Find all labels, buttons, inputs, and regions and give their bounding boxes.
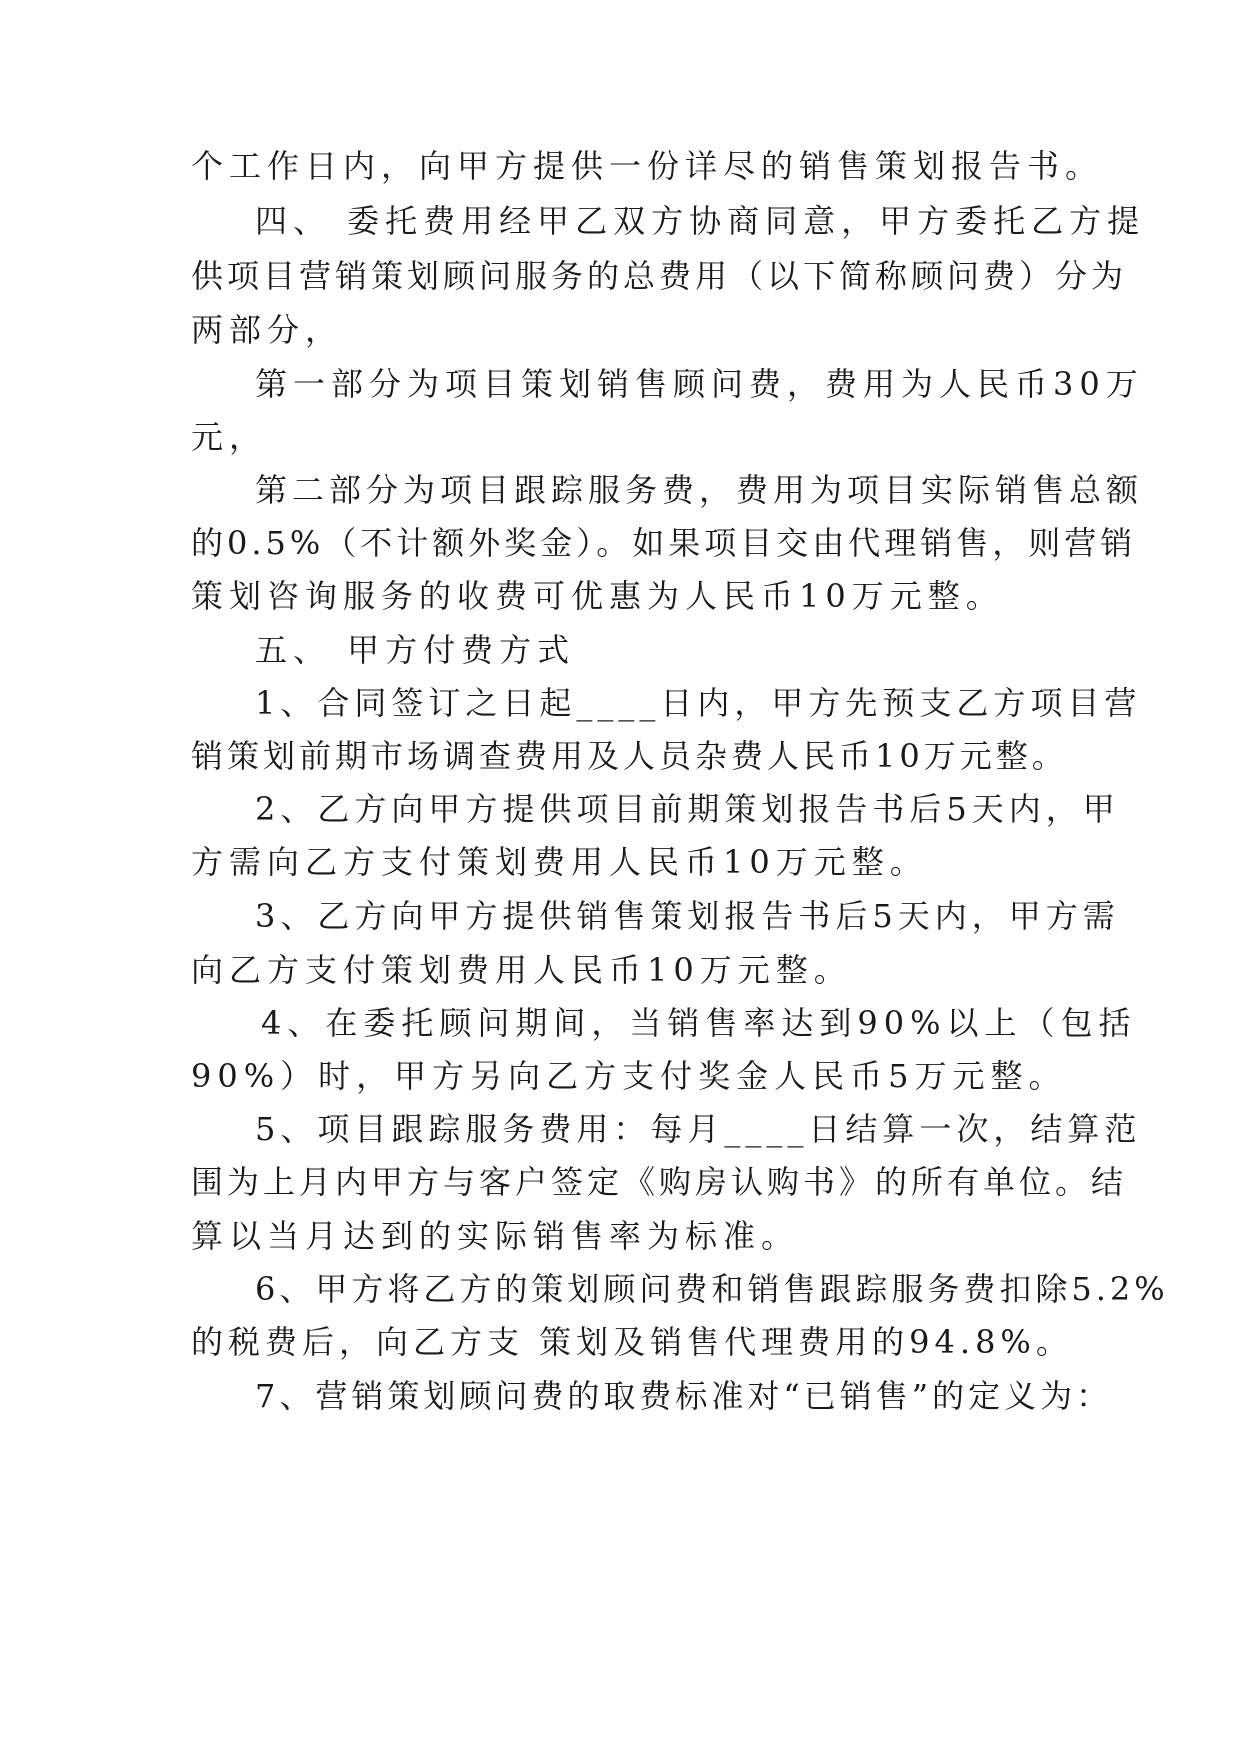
text-line: 2、乙方向甲方提供项目前期策划报告书后5天内，甲 — [255, 790, 1120, 828]
section-heading-four: 四、 委托费用经甲乙双方协商同意，甲方委托乙方提 — [255, 202, 1146, 240]
text-line: 策划咨询服务的收费可优惠为人民币10万元整。 — [191, 577, 1004, 615]
text-line: 围为上月内甲方与客户签定《购房认购书》的所有单位。结 — [191, 1163, 1128, 1201]
text-line: 4、在委托顾问期间，当销售率达到90%以上（包括 — [261, 1004, 1137, 1042]
text-line: 第一部分为项目策划销售顾问费，费用为人民币30万 — [255, 365, 1144, 403]
document-body — [191, 0, 1169, 1754]
text-line: 向乙方支付策划费用人民币10万元整。 — [191, 951, 852, 989]
text-line: 的0.5%（不计额外奖金）。如果项目交由代理销售，则营销 — [191, 524, 1137, 562]
text-line: 元， — [191, 418, 268, 456]
text-line: 1、合同签订之日起____日内，甲方先预支乙方项目营 — [255, 684, 1142, 722]
text-line: 算以当月达到的实际销售率为标准。 — [191, 1217, 800, 1255]
text-line: 方需向乙方支付策划费用人民币10万元整。 — [191, 843, 928, 881]
text-line: 5、项目跟踪服务费用：每月____日结算一次，结算范 — [255, 1110, 1142, 1148]
section-heading-five: 五、 甲方付费方式 — [255, 631, 576, 669]
text-line: 销策划前期市场调查费用及人员杂费人民币10万元整。 — [191, 737, 1068, 775]
text-line: 第二部分为项目跟踪服务费，费用为项目实际销售总额 — [255, 471, 1144, 509]
text-line: 6、甲方将乙方的策划顾问费和销售跟踪服务费扣除5.2% — [255, 1270, 1169, 1308]
text-line: 供项目营销策划顾问服务的总费用（以下简称顾问费）分为 — [191, 257, 1128, 295]
text-line: 7、营销策划顾问费的取费标准对“已销售”的定义为： — [255, 1377, 1113, 1415]
text-line: 90%）时，甲方另向乙方支付奖金人民币5万元整。 — [191, 1057, 1067, 1095]
text-line: 两部分， — [191, 311, 344, 349]
text-line: 个工作日内，向甲方提供一份详尽的销售策划报告书。 — [191, 147, 1104, 185]
text-line: 的税费后，向乙方支 策划及销售代理费用的94.8%。 — [191, 1323, 1073, 1361]
text-line: 3、乙方向甲方提供销售策划报告书后5天内，甲方需 — [255, 897, 1120, 935]
